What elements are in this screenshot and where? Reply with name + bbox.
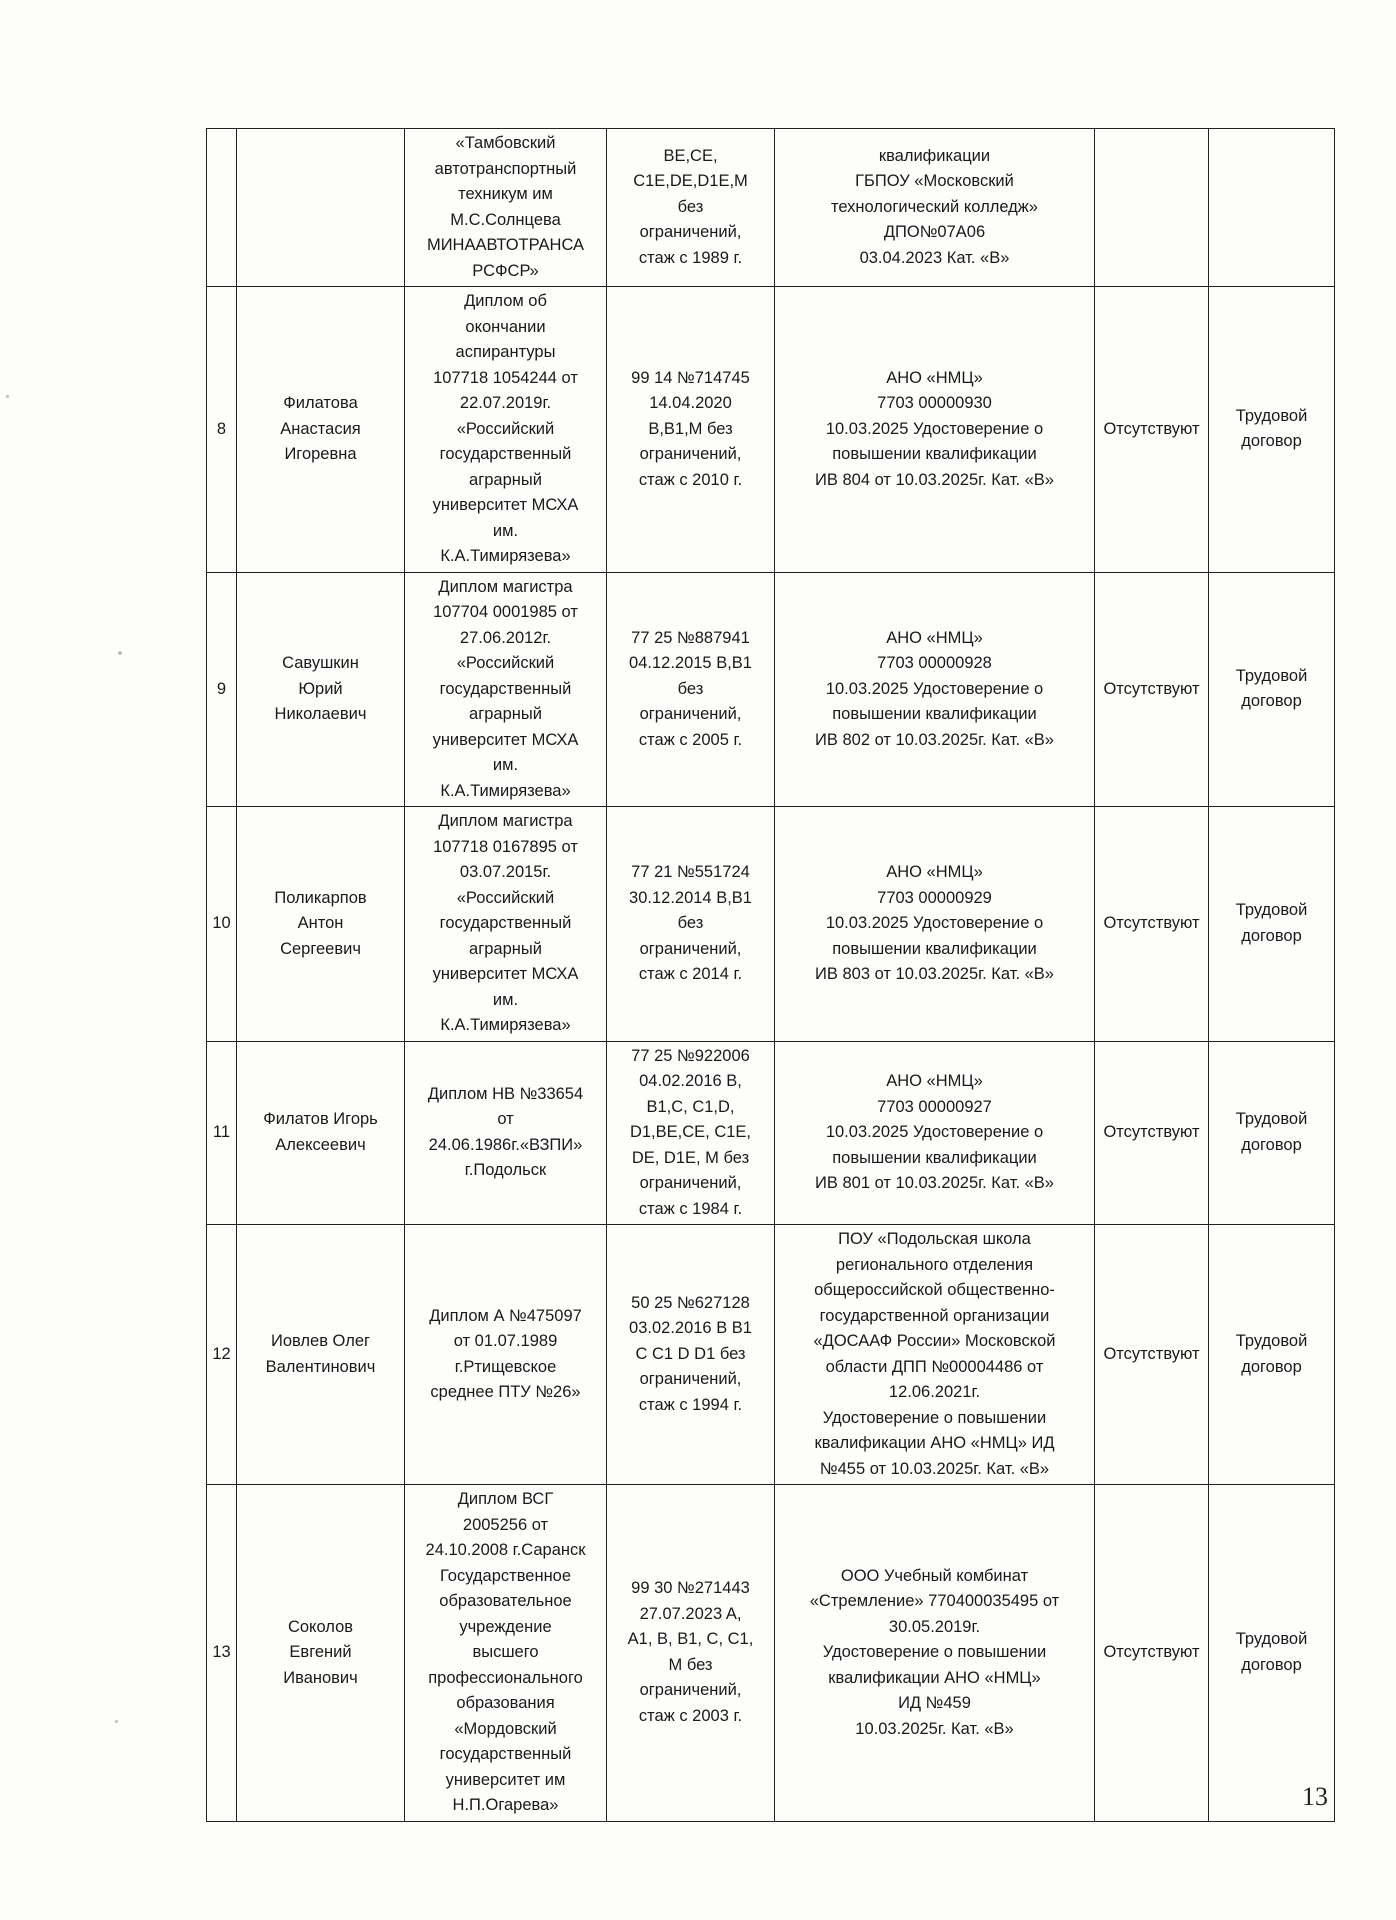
license-cell: 99 14 №714745 14.04.2020 B,B1,M без ограничений, стаж с 2010 г.: [607, 287, 775, 573]
employee-name: Соколов Евгений Иванович: [237, 1485, 405, 1822]
penalties-cell: Отсутствуют: [1095, 1041, 1209, 1225]
employee-name: Савушкин Юрий Николаевич: [237, 572, 405, 807]
row-number: 10: [207, 807, 237, 1042]
penalties-cell: Отсутствуют: [1095, 287, 1209, 573]
row-number: 9: [207, 572, 237, 807]
education-cell: Диплом магистра 107704 0001985 от 27.06.2012г. «Российский государственный аграрный университет МСХА им. К.А.Тимирязева»: [405, 572, 607, 807]
scan-speck: [115, 1720, 118, 1723]
education-cell: Диплом магистра 107718 0167895 от 03.07.2015г. «Российский государственный аграрный университет МСХА им. К.А.Тимирязева»: [405, 807, 607, 1042]
contract-cell: Трудовой договор: [1209, 807, 1335, 1042]
license-cell: 50 25 №627128 03.02.2016 B B1 C C1 D D1 без ограничений, стаж с 1994 г.: [607, 1225, 775, 1485]
education-cell: Диплом НВ №33654 от 24.06.1986г.«ВЗПИ» г.Подольск: [405, 1041, 607, 1225]
license-cell: 77 25 №922006 04.02.2016 B, B1,C, C1,D, D1,BE,CE, C1E, DE, D1E, M без ограничений, стаж с 1984 г.: [607, 1041, 775, 1225]
row-number: 8: [207, 287, 237, 573]
contract-cell: Трудовой договор: [1209, 572, 1335, 807]
penalties-cell: Отсутствуют: [1095, 572, 1209, 807]
employee-name: Филатов Игорь Алексеевич: [237, 1041, 405, 1225]
table-row: [207, 1041, 1335, 1225]
staff-table: [206, 128, 1335, 1822]
table-row: [207, 129, 1335, 287]
contract-cell: Трудовой договор: [1209, 287, 1335, 573]
employee-name: Филатова Анастасия Игоревна: [237, 287, 405, 573]
license-cell: 99 30 №271443 27.07.2023 A, A1, B, B1, C, C1, M без ограничений, стаж с 2003 г.: [607, 1485, 775, 1822]
penalties-cell: Отсутствуют: [1095, 1485, 1209, 1822]
scan-speck: [118, 651, 122, 655]
qualification-cell: ООО Учебный комбинат «Стремление» 770400035495 от 30.05.2019г. Удостоверение о повышении квалификации АНО «НМЦ» ИД №459 10.03.2025г. Кат. «В»: [775, 1485, 1095, 1822]
employee-name: [237, 129, 405, 287]
qualification-cell: АНО «НМЦ» 7703 00000928 10.03.2025 Удостоверение о повышении квалификации ИВ 802 от 10.03.2025г. Кат. «В»: [775, 572, 1095, 807]
qualification-cell: АНО «НМЦ» 7703 00000929 10.03.2025 Удостоверение о повышении квалификации ИВ 803 от 10.03.2025г. Кат. «В»: [775, 807, 1095, 1042]
row-number: 12: [207, 1225, 237, 1485]
contract-cell: Трудовой договор: [1209, 1485, 1335, 1822]
education-cell: Диплом об окончании аспирантуры 107718 1054244 от 22.07.2019г. «Российский государственный аграрный университет МСХА им. К.А.Тимирязева»: [405, 287, 607, 573]
penalties-cell: Отсутствуют: [1095, 807, 1209, 1042]
education-cell: Диплом А №475097 от 01.07.1989 г.Ртищевское среднее ПТУ №26»: [405, 1225, 607, 1485]
penalties-cell: [1095, 129, 1209, 287]
contract-cell: [1209, 129, 1335, 287]
license-cell: BE,CE, C1E,DE,D1E,M без ограничений, стаж с 1989 г.: [607, 129, 775, 287]
license-cell: 77 25 №887941 04.12.2015 B,B1 без ограничений, стаж с 2005 г.: [607, 572, 775, 807]
penalties-cell: Отсутствуют: [1095, 1225, 1209, 1485]
education-cell: Диплом ВСГ 2005256 от 24.10.2008 г.Саранск Государственное образовательное учреждение высшего профессионального образования «Мордовский государственный университет им Н.П.Огарева»: [405, 1485, 607, 1822]
license-cell: 77 21 №551724 30.12.2014 B,B1 без ограничений, стаж с 2014 г.: [607, 807, 775, 1042]
contract-cell: Трудовой договор: [1209, 1225, 1335, 1485]
scan-speck: [6, 395, 9, 398]
qualification-cell: квалификации ГБПОУ «Московский технологический колледж» ДПО№07А06 03.04.2023 Кат. «В»: [775, 129, 1095, 287]
row-number: 13: [207, 1485, 237, 1822]
employee-name: Поликарпов Антон Сергеевич: [237, 807, 405, 1042]
qualification-cell: АНО «НМЦ» 7703 00000927 10.03.2025 Удостоверение о повышении квалификации ИВ 801 от 10.03.2025г. Кат. «В»: [775, 1041, 1095, 1225]
education-cell: «Тамбовский автотранспортный техникум им М.С.Солнцева МИНААВТОТРАНСА РСФСР»: [405, 129, 607, 287]
row-number: [207, 129, 237, 287]
employee-name: Иовлев Олег Валентинович: [237, 1225, 405, 1485]
table-row: [207, 1225, 1335, 1485]
row-number: 11: [207, 1041, 237, 1225]
table-row: [207, 1485, 1335, 1822]
table-row: [207, 572, 1335, 807]
contract-cell: Трудовой договор: [1209, 1041, 1335, 1225]
qualification-cell: ПОУ «Подольская школа регионального отделения общероссийской общественно- государственной организации «ДОСААФ России» Московской области ДПП №00004486 от 12.06.2021г. Удостоверение о повышении квалификации АНО «НМЦ» ИД №455 от 10.03.2025г. Кат. «В»: [775, 1225, 1095, 1485]
qualification-cell: АНО «НМЦ» 7703 00000930 10.03.2025 Удостоверение о повышении квалификации ИВ 804 от 10.03.2025г. Кат. «В»: [775, 287, 1095, 573]
page-number: 13: [1302, 1782, 1328, 1811]
table-row: [207, 807, 1335, 1042]
table-row: [207, 287, 1335, 573]
